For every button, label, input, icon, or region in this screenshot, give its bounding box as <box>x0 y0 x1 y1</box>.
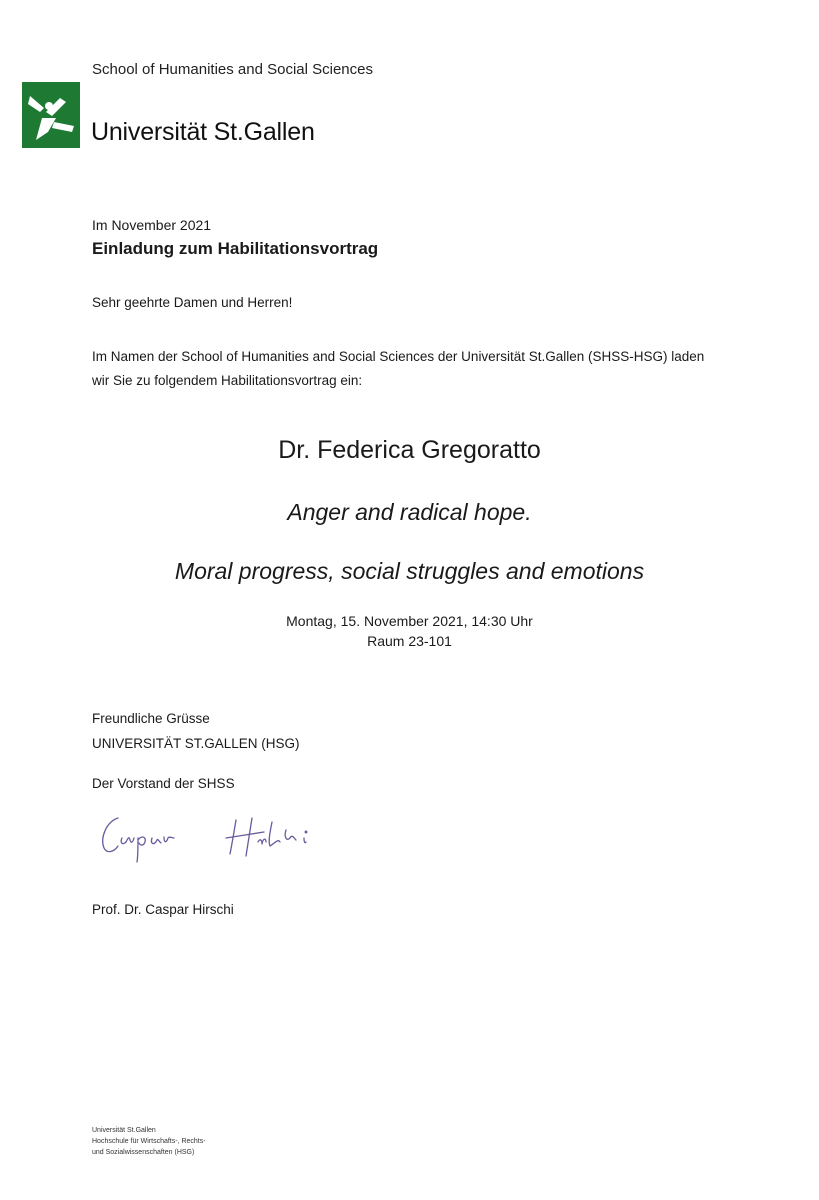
signatory-name: Prof. Dr. Caspar Hirschi <box>92 902 234 917</box>
closing-regards: Freundliche Grüsse <box>92 711 210 726</box>
intro-line-1: Im Namen der School of Humanities and Social Sciences der Universität St.Gallen (SHSS-HSG) laden <box>92 349 705 364</box>
closing-board: Der Vorstand der SHSS <box>92 776 235 791</box>
intro-paragraph <box>92 345 752 393</box>
footer-line-3: und Sozialwissenschaften (HSG) <box>92 1149 195 1156</box>
salutation: Sehr geehrte Damen und Herren! <box>92 295 293 310</box>
closing-institution: UNIVERSITÄT ST.GALLEN (HSG) <box>92 736 300 751</box>
university-logo-icon <box>22 82 80 148</box>
intro-line-2: wir Sie zu folgendem Habilitationsvortrag ein: <box>92 373 363 388</box>
school-name: School of Humanities and Social Sciences <box>92 61 373 78</box>
signature-image <box>96 808 336 868</box>
lecture-title-line-1: Anger and radical hope. <box>287 499 532 525</box>
lecture-datetime: Montag, 15. November 2021, 14:30 Uhr <box>286 613 533 629</box>
letter-date: Im November 2021 <box>92 217 212 233</box>
letter-heading: Einladung zum Habilitationsvortrag <box>92 239 379 258</box>
speaker-name: Dr. Federica Gregoratto <box>278 436 541 464</box>
footer-address <box>92 1125 206 1158</box>
university-name: Universität St.Gallen <box>91 118 315 146</box>
footer-line-1: Universität St.Gallen <box>92 1127 156 1134</box>
lecture-details <box>0 611 819 651</box>
lecture-room: Raum 23-101 <box>367 633 452 649</box>
footer-line-2: Hochschule für Wirtschafts-, Rechts- <box>92 1138 206 1145</box>
lecture-title-line-2: Moral progress, social struggles and emotions <box>174 558 645 584</box>
